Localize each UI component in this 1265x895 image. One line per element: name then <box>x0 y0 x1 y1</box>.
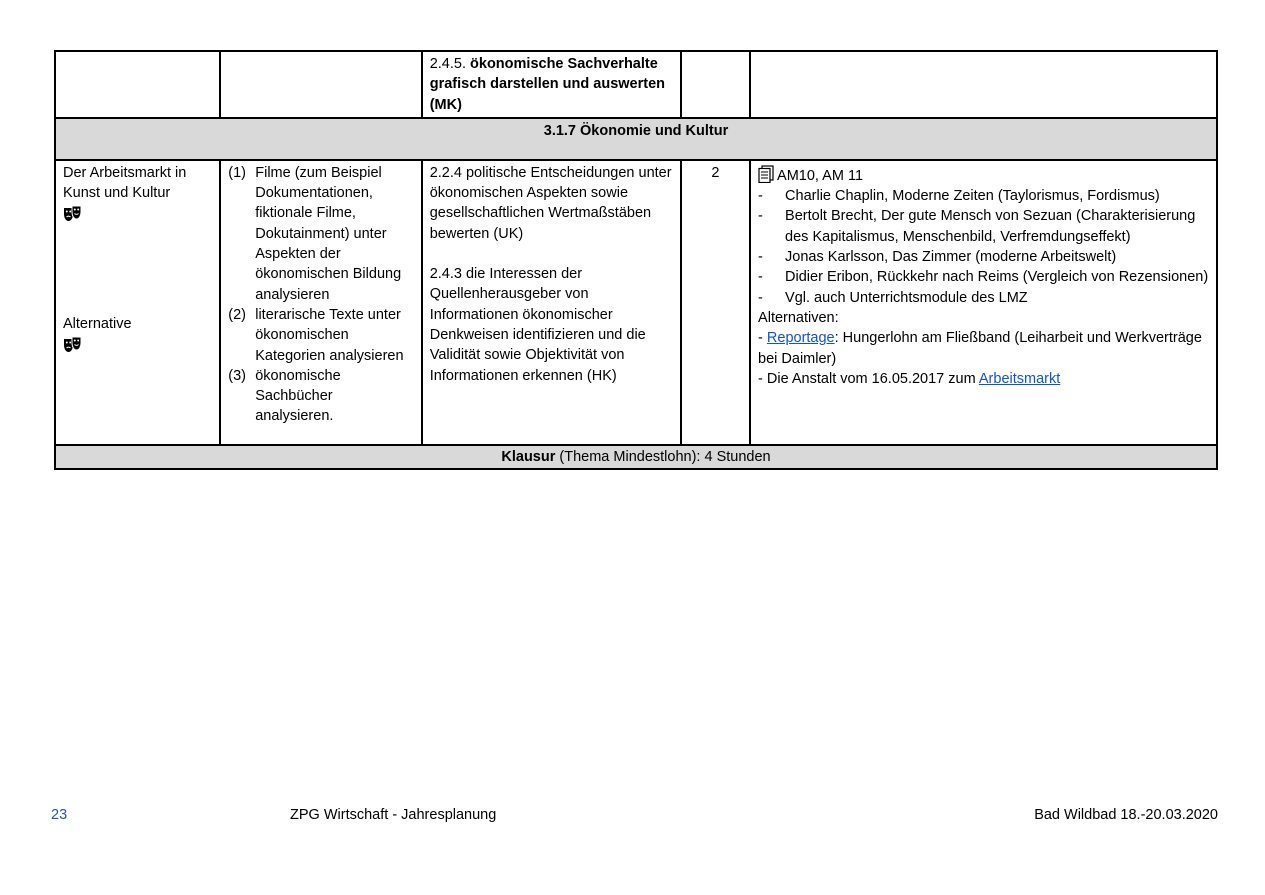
section-header-row <box>55 118 1217 160</box>
page-number: 23 <box>51 807 68 823</box>
hours-cell: 2 <box>681 160 750 445</box>
competence-cell <box>422 160 681 445</box>
exam-row <box>55 445 1217 469</box>
topic-alternative: Alternative <box>63 315 132 332</box>
list-item: (2) literarische Texte unter ökonomischen Kategorien analysieren <box>228 306 404 364</box>
exam-label: Klausur <box>501 448 556 465</box>
content-list <box>228 163 413 427</box>
curriculum-table <box>54 50 1218 470</box>
table-row-main <box>55 160 1217 445</box>
reportage-link[interactable]: Reportage <box>766 330 835 347</box>
document-copies-icon <box>758 165 774 183</box>
competence-text: 2.4.3 die Interessen der Quellenherausgeber von Informationen ökonomischer Denkweisen identifizieren und die Validität sowie Objektivität von Informationen erkennen (HK) <box>429 266 646 384</box>
arbeitsmarkt-link[interactable]: Arbeitsmarkt <box>978 370 1061 387</box>
list-item: (1) Filme (zum Beispiel Dokumentationen, fiktionale Filme, Dokutainment) unter Aspekten der ökonomischen Bildung analysieren <box>228 164 402 303</box>
topic-title: Der Arbeitsmarkt in Kunst und Kultur <box>63 164 187 202</box>
cell-empty <box>55 51 220 118</box>
exam-cell <box>55 445 1217 469</box>
table-row-previous <box>55 51 1217 118</box>
footer-title: ZPG Wirtschaft - Jahresplanung <box>290 807 497 823</box>
material-cell <box>750 160 1217 445</box>
list-item: - Didier Eribon, Rückkehr nach Reims (Vergleich von Rezensionen) <box>758 269 1209 286</box>
cell-empty <box>220 51 421 118</box>
list-item: - Vgl. auch Unterrichtsmodule des LMZ <box>758 289 1028 306</box>
material-label-line <box>758 165 1209 186</box>
competence-prefix: 2.4.5. <box>429 56 466 72</box>
list-item: - Jonas Karlsson, Das Zimmer (moderne Arbeitswelt) <box>758 249 1117 266</box>
alternative-item: - Reportage: Hungerlohn am Fließband (Leiharbeit und Werkverträge bei Daimler) <box>758 330 1202 367</box>
exam-details: (Thema Mindestlohn): 4 Stunden <box>555 448 771 465</box>
content-cell <box>220 160 421 445</box>
competence-text: 2.2.4 politische Entscheidungen unter ökonomischen Aspekten sowie gesellschaftlichen Wertmaßstäben bewerten (UK) <box>429 164 672 242</box>
cell-empty <box>681 51 750 118</box>
alternatives-heading: Alternativen: <box>758 309 839 326</box>
list-item: (3) ökonomische Sachbücher analysieren. <box>228 367 341 425</box>
footer-place-date: Bad Wildbad 18.-20.03.2020 <box>1034 807 1218 823</box>
theatre-masks-icon <box>63 205 83 225</box>
competence-cell <box>422 51 681 118</box>
theatre-masks-icon <box>63 336 83 356</box>
topic-cell <box>55 160 220 445</box>
material-label: AM10, AM 11 <box>777 167 864 184</box>
section-title: 3.1.7 Ökonomie und Kultur <box>55 118 1217 160</box>
list-item: - Charlie Chaplin, Moderne Zeiten (Taylorismus, Fordismus) <box>758 188 1160 205</box>
competence-bold-text: ökonomische Sachverhalte grafisch darstellen und auswerten (MK) <box>429 56 666 113</box>
cell-empty <box>750 51 1217 118</box>
alternative-item: - Die Anstalt vom 16.05.2017 zum Arbeitsmarkt <box>758 370 1061 387</box>
list-item: - Bertolt Brecht, Der gute Mensch von Sezuan (Charakterisierung des Kapitalismus, Menschenbild, Verfremdungseffekt) <box>758 208 1196 245</box>
material-list <box>758 186 1209 308</box>
